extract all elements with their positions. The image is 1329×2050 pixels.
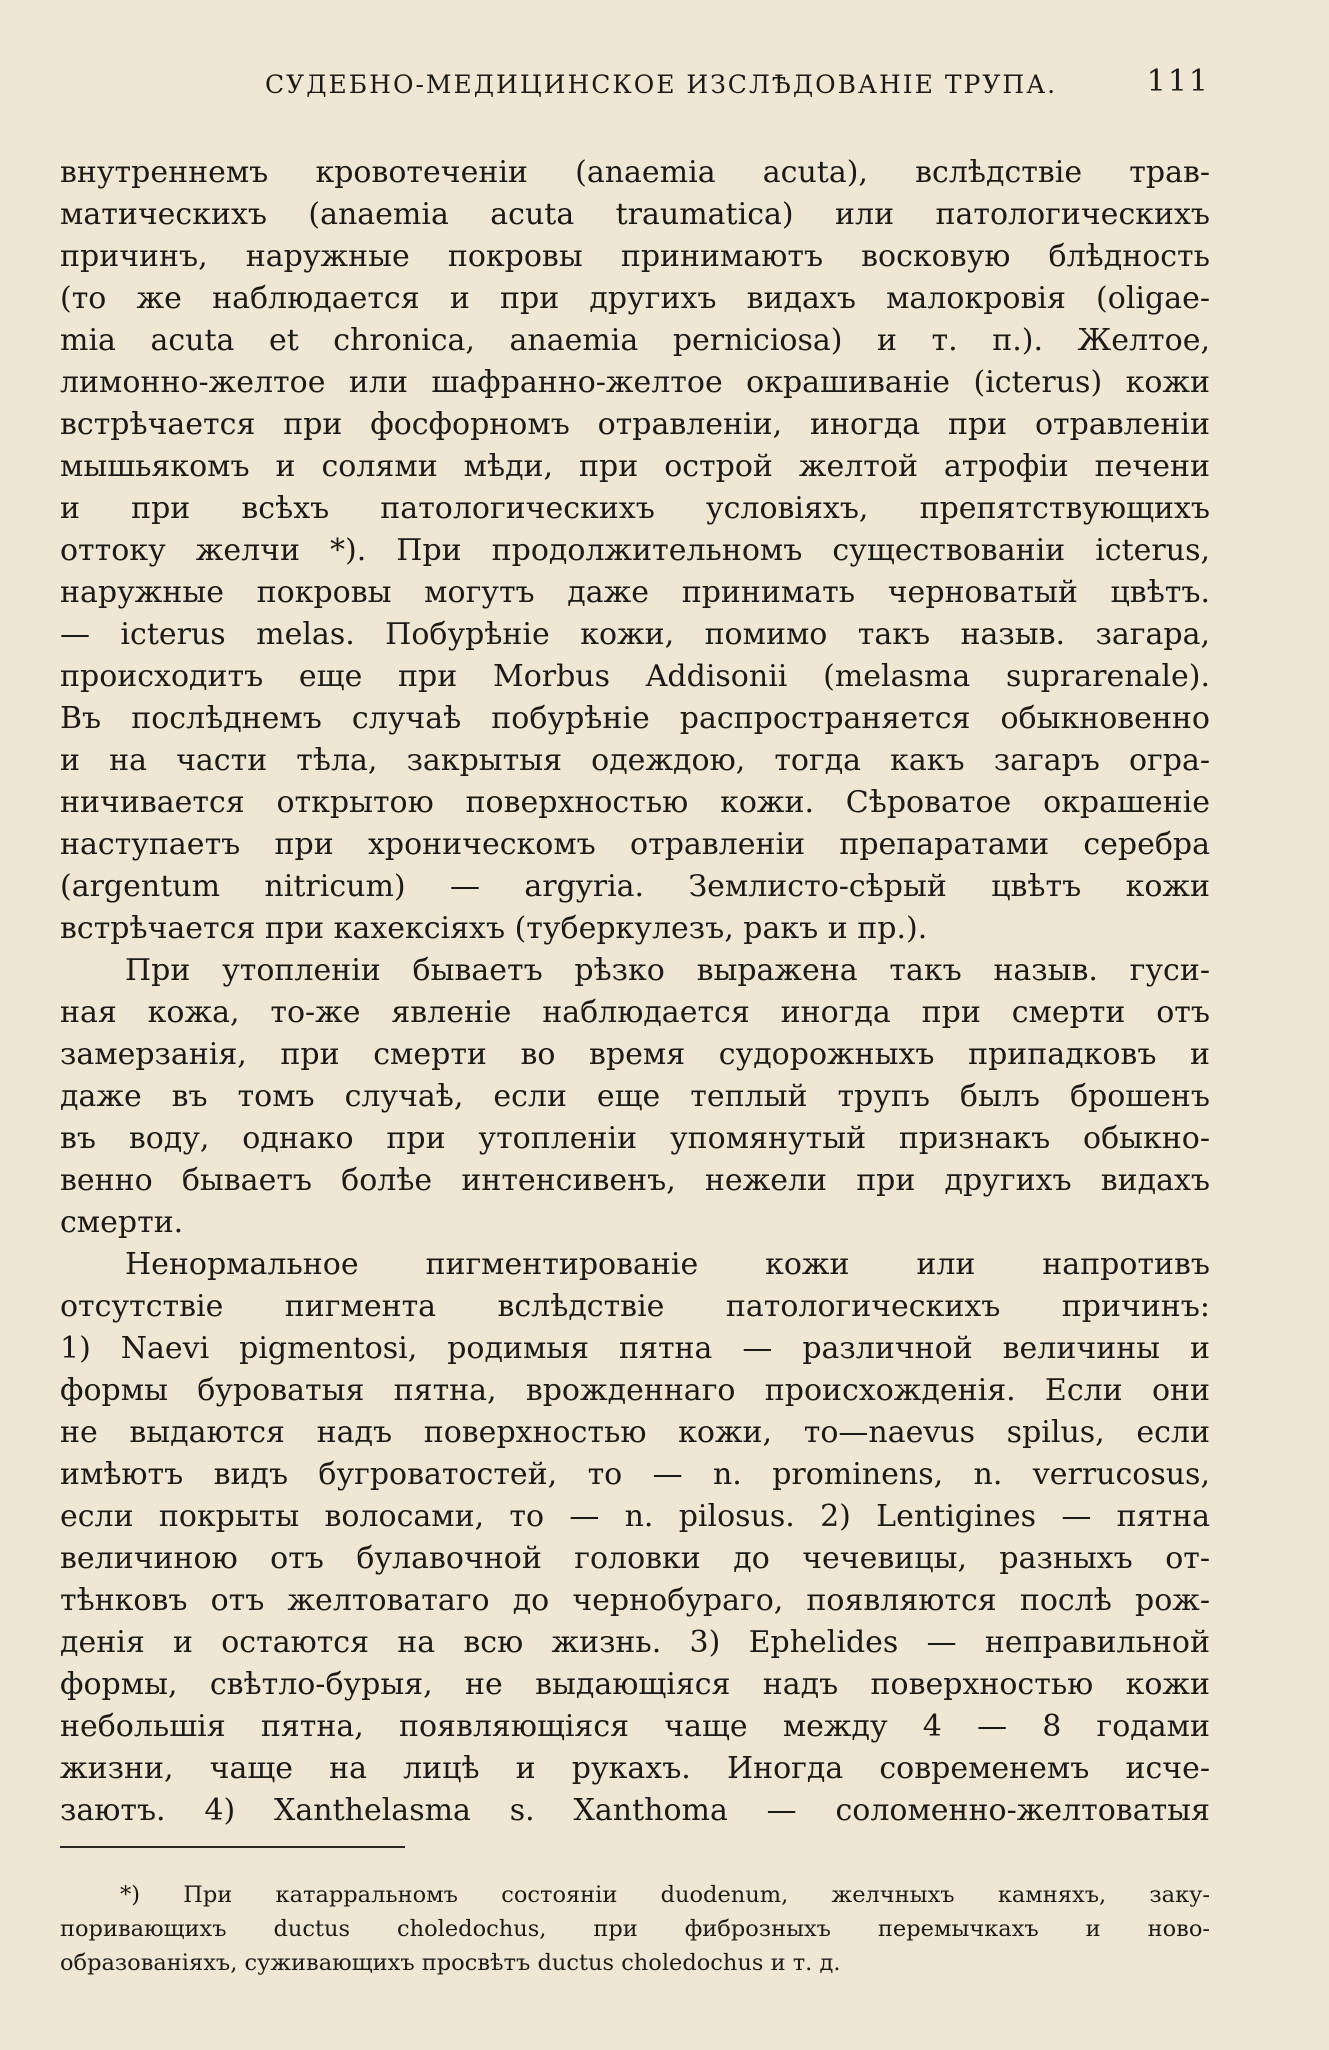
footnote-line: поривающихъ ductus choledochus, при фиброзныхъ перемычкахъ и ново-	[60, 1916, 1210, 1942]
text-line: (argentum nitricum) — argyria. Землисто-сѣрый цвѣтъ кожи	[60, 869, 1210, 904]
text-line: причинъ, наружные покровы принимаютъ восковую блѣдность	[60, 239, 1210, 274]
text-line: замерзанія, при смерти во время судорожныхъ припадковъ и	[60, 1037, 1210, 1072]
text-line: не выдаются надъ поверхностью кожи, то—naevus spilus, если	[60, 1415, 1210, 1450]
text-line: (то же наблюдается и при другихъ видахъ малокровія (oligae-	[60, 281, 1210, 316]
text-line: лимонно-желтое или шафранно-желтое окрашиваніе (icterus) кожи	[60, 365, 1210, 400]
text-line: матическихъ (anaemia acuta traumatica) или патологическихъ	[60, 197, 1210, 232]
text-line: въ воду, однако при утопленіи упомянутый признакъ обыкно-	[60, 1121, 1210, 1156]
text-line: если покрыты волосами, то — n. pilosus. 2) Lentigines — пятна	[60, 1499, 1210, 1534]
text-line: ничивается открытою поверхностью кожи. Сѣроватое окрашеніе	[60, 785, 1210, 820]
text-line: заютъ. 4) Xanthelasma s. Xanthoma — соломенно-желтоватыя	[60, 1793, 1210, 1828]
text-line: наружные покровы могутъ даже принимать черноватый цвѣтъ.	[60, 575, 1210, 610]
text-line: mia acuta et chronica, anaemia perniciosa) и т. п.). Желтое,	[60, 323, 1210, 358]
text-line: и при всѣхъ патологическихъ условіяхъ, препятствующихъ	[60, 491, 1210, 526]
page-header	[60, 64, 1210, 110]
text-line: небольшія пятна, появляющіяся чаще между 4 — 8 годами	[60, 1709, 1210, 1744]
text-line: — icterus melas. Побурѣніе кожи, помимо такъ назыв. загара,	[60, 617, 1210, 652]
text-line: Въ послѣднемъ случаѣ побурѣніе распространяется обыкновенно	[60, 701, 1210, 736]
text-line: даже въ томъ случаѣ, если еще теплый трупъ былъ брошенъ	[60, 1079, 1210, 1114]
main-text	[60, 152, 1210, 1832]
text-line: формы буроватыя пятна, врожденнаго происхожденія. Если они	[60, 1373, 1210, 1408]
text-line: происходитъ еще при Morbus Addisonii (melasma suprarenale).	[60, 659, 1210, 694]
text-line: встрѣчается при фосфорномъ отравленіи, иногда при отравленіи	[60, 407, 1210, 442]
text-line: внутреннемъ кровотеченіи (anaemia acuta), вслѣдствіе трав-	[60, 155, 1210, 190]
text-line: При утопленіи бываетъ рѣзко выражена такъ назыв. гуси-	[125, 953, 1210, 988]
footnote-line: образованіяхъ, суживающихъ просвѣтъ ductus choledochus и т. д.	[60, 1950, 841, 1976]
text-line: жизни, чаще на лицѣ и рукахъ. Иногда современемъ исче-	[60, 1751, 1210, 1786]
text-line: мышьякомъ и солями мѣди, при острой желтой атрофіи печени	[60, 449, 1210, 484]
text-line: 1) Naevi pigmentosi, родимыя пятна — различной величины и	[60, 1331, 1210, 1366]
text-line: формы, свѣтло-бурыя, не выдающіяся надъ поверхностью кожи	[60, 1667, 1210, 1702]
text-line: величиною отъ булавочной головки до чечевицы, разныхъ от-	[60, 1541, 1210, 1576]
footnote-line: *) При катарральномъ состояніи duodenum, желчныхъ камняхъ, заку-	[120, 1882, 1210, 1908]
text-line: имѣютъ видъ бугроватостей, то — n. prominens, n. verrucosus,	[60, 1457, 1210, 1492]
footnote	[60, 1878, 1210, 1980]
text-line: ная кожа, то-же явленіе наблюдается иногда при смерти отъ	[60, 995, 1210, 1030]
text-line: тѣнковъ отъ желтоватаго до чернобураго, появляются послѣ рож-	[60, 1583, 1210, 1618]
text-line: венно бываетъ болѣе интенсивенъ, нежели при другихъ видахъ	[60, 1163, 1210, 1198]
text-line: отсутствіе пигмента вслѣдствіе патологическихъ причинъ:	[60, 1289, 1210, 1324]
text-line: денія и остаются на всю жизнь. 3) Ephelides — неправильной	[60, 1625, 1210, 1660]
running-title: СУДЕБНО-МЕДИЦИНСКОЕ ИЗСЛѢДОВАНІЕ ТРУПА.	[265, 70, 1058, 99]
text-line: наступаетъ при хроническомъ отравленіи препаратами серебра	[60, 827, 1210, 862]
text-line: и на части тѣла, закрытыя одеждою, тогда какъ загаръ огра-	[60, 743, 1210, 778]
footnote-divider	[60, 1846, 405, 1848]
page-number: 111	[1146, 64, 1210, 99]
text-line: Ненормальное пигментированіе кожи или напротивъ	[125, 1247, 1210, 1282]
text-line: встрѣчается при кахексіяхъ (туберкулезъ, ракъ и пр.).	[60, 911, 928, 946]
text-line: оттоку желчи *). При продолжительномъ существованіи icterus,	[60, 533, 1210, 568]
text-line: смерти.	[60, 1205, 184, 1240]
